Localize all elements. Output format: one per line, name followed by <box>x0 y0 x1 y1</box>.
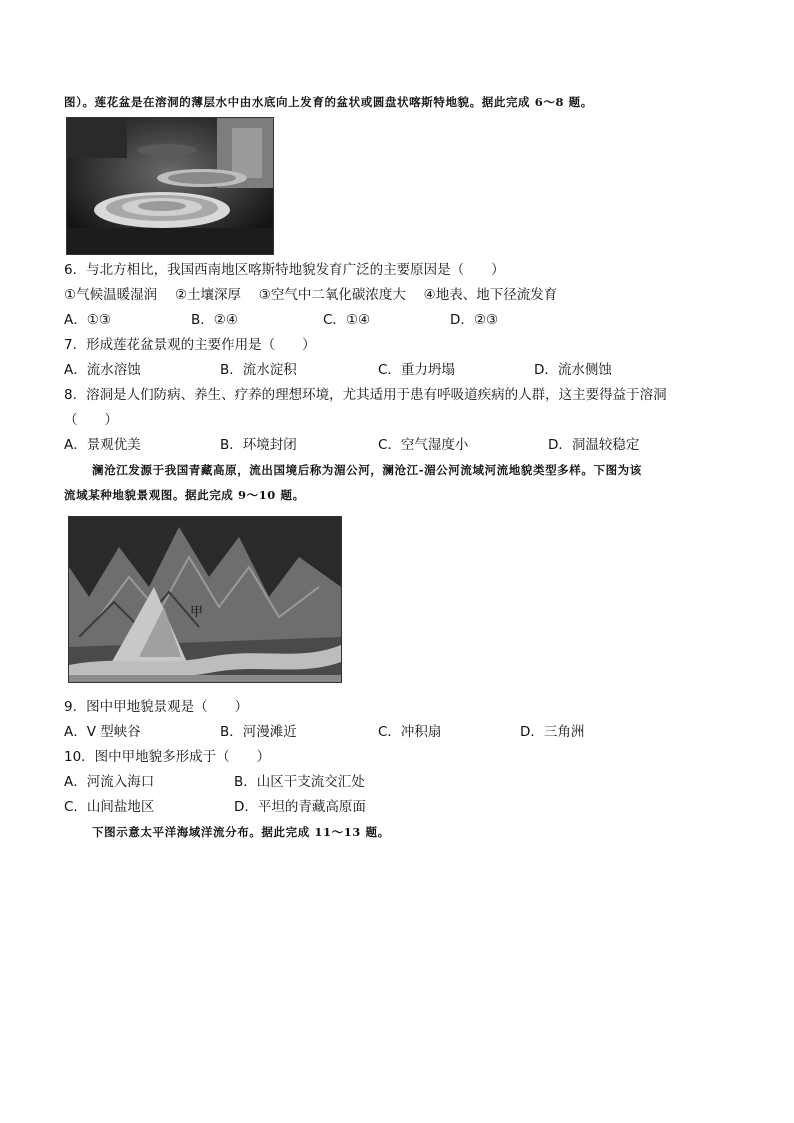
q6-option-d[interactable]: D．②③ <box>450 312 499 328</box>
q8-option-b[interactable]: B．环境封闭 <box>220 437 297 453</box>
q7-option-b[interactable]: B．流水淀积 <box>220 362 297 378</box>
q8-stem-line1: 8．溶洞是人们防病、养生、疗养的理想环境，尤其适用于患有呼吸道疾病的人群，这主要得益于溶洞 <box>64 387 667 403</box>
q7-option-a[interactable]: A．流水溶蚀 <box>64 362 141 378</box>
q10-option-d[interactable]: D．平坦的青藏高原面 <box>234 799 366 815</box>
q9-option-b[interactable]: B．河漫滩近 <box>220 724 297 740</box>
q7-option-d[interactable]: D．流水侧蚀 <box>534 362 612 378</box>
q7-option-c[interactable]: C．重力坍塌 <box>378 362 455 378</box>
q10-option-b[interactable]: B．山区干支流交汇处 <box>234 774 365 790</box>
q6-option-b[interactable]: B．②④ <box>191 312 238 328</box>
q6-option-c[interactable]: C．①④ <box>323 312 371 328</box>
q8-stem-line2: （ ） <box>64 412 118 428</box>
q8-option-c[interactable]: C．空气湿度小 <box>378 437 469 453</box>
intro-9-10-line1: 澜沧江发源于我国青藏高原，流出国境后称为湄公河，澜沧江-湄公河流域河流地貌类型多样。下图为该 <box>92 463 642 477</box>
intro-11-13: 下图示意太平洋海域洋流分布。据此完成 11～13 题。 <box>92 825 390 839</box>
q9-stem: 9．图中甲地貌景观是（ ） <box>64 699 249 715</box>
lotus-basin-photo <box>66 117 274 255</box>
q7-stem: 7．形成莲花盆景观的主要作用是（ ） <box>64 337 316 353</box>
q9-option-a[interactable]: A．V 型峡谷 <box>64 724 141 740</box>
q9-option-d[interactable]: D．三角洲 <box>520 724 585 740</box>
q8-option-d[interactable]: D．洞温较稳定 <box>548 437 640 453</box>
q6-factors: ①气候温暖湿润 ②土壤深厚 ③空气中二氧化碳浓度大 ④地表、地下径流发育 <box>64 287 558 303</box>
intro-9-10-line2: 流域某种地貌景观图。据此完成 9～10 题。 <box>64 488 305 502</box>
q10-stem: 10．图中甲地貌多形成于（ ） <box>64 749 271 765</box>
q6-option-a[interactable]: A．①③ <box>64 312 111 328</box>
q9-option-c[interactable]: C．冲积扇 <box>378 724 442 740</box>
photo-label-jia: 甲 <box>190 605 204 620</box>
q8-option-a[interactable]: A．景观优美 <box>64 437 141 453</box>
q6-stem: 6．与北方相比，我国西南地区喀斯特地貌发育广泛的主要原因是（ ） <box>64 262 505 278</box>
q10-option-c[interactable]: C．山间盐地区 <box>64 799 155 815</box>
landform-photo <box>68 516 342 683</box>
q10-option-a[interactable]: A．河流入海口 <box>64 774 155 790</box>
intro-6-8: 图）。莲花盆是在溶洞的薄层水中由水底向上发育的盆状或圆盘状喀斯特地貌。据此完成 6～8 题。 <box>64 95 593 109</box>
